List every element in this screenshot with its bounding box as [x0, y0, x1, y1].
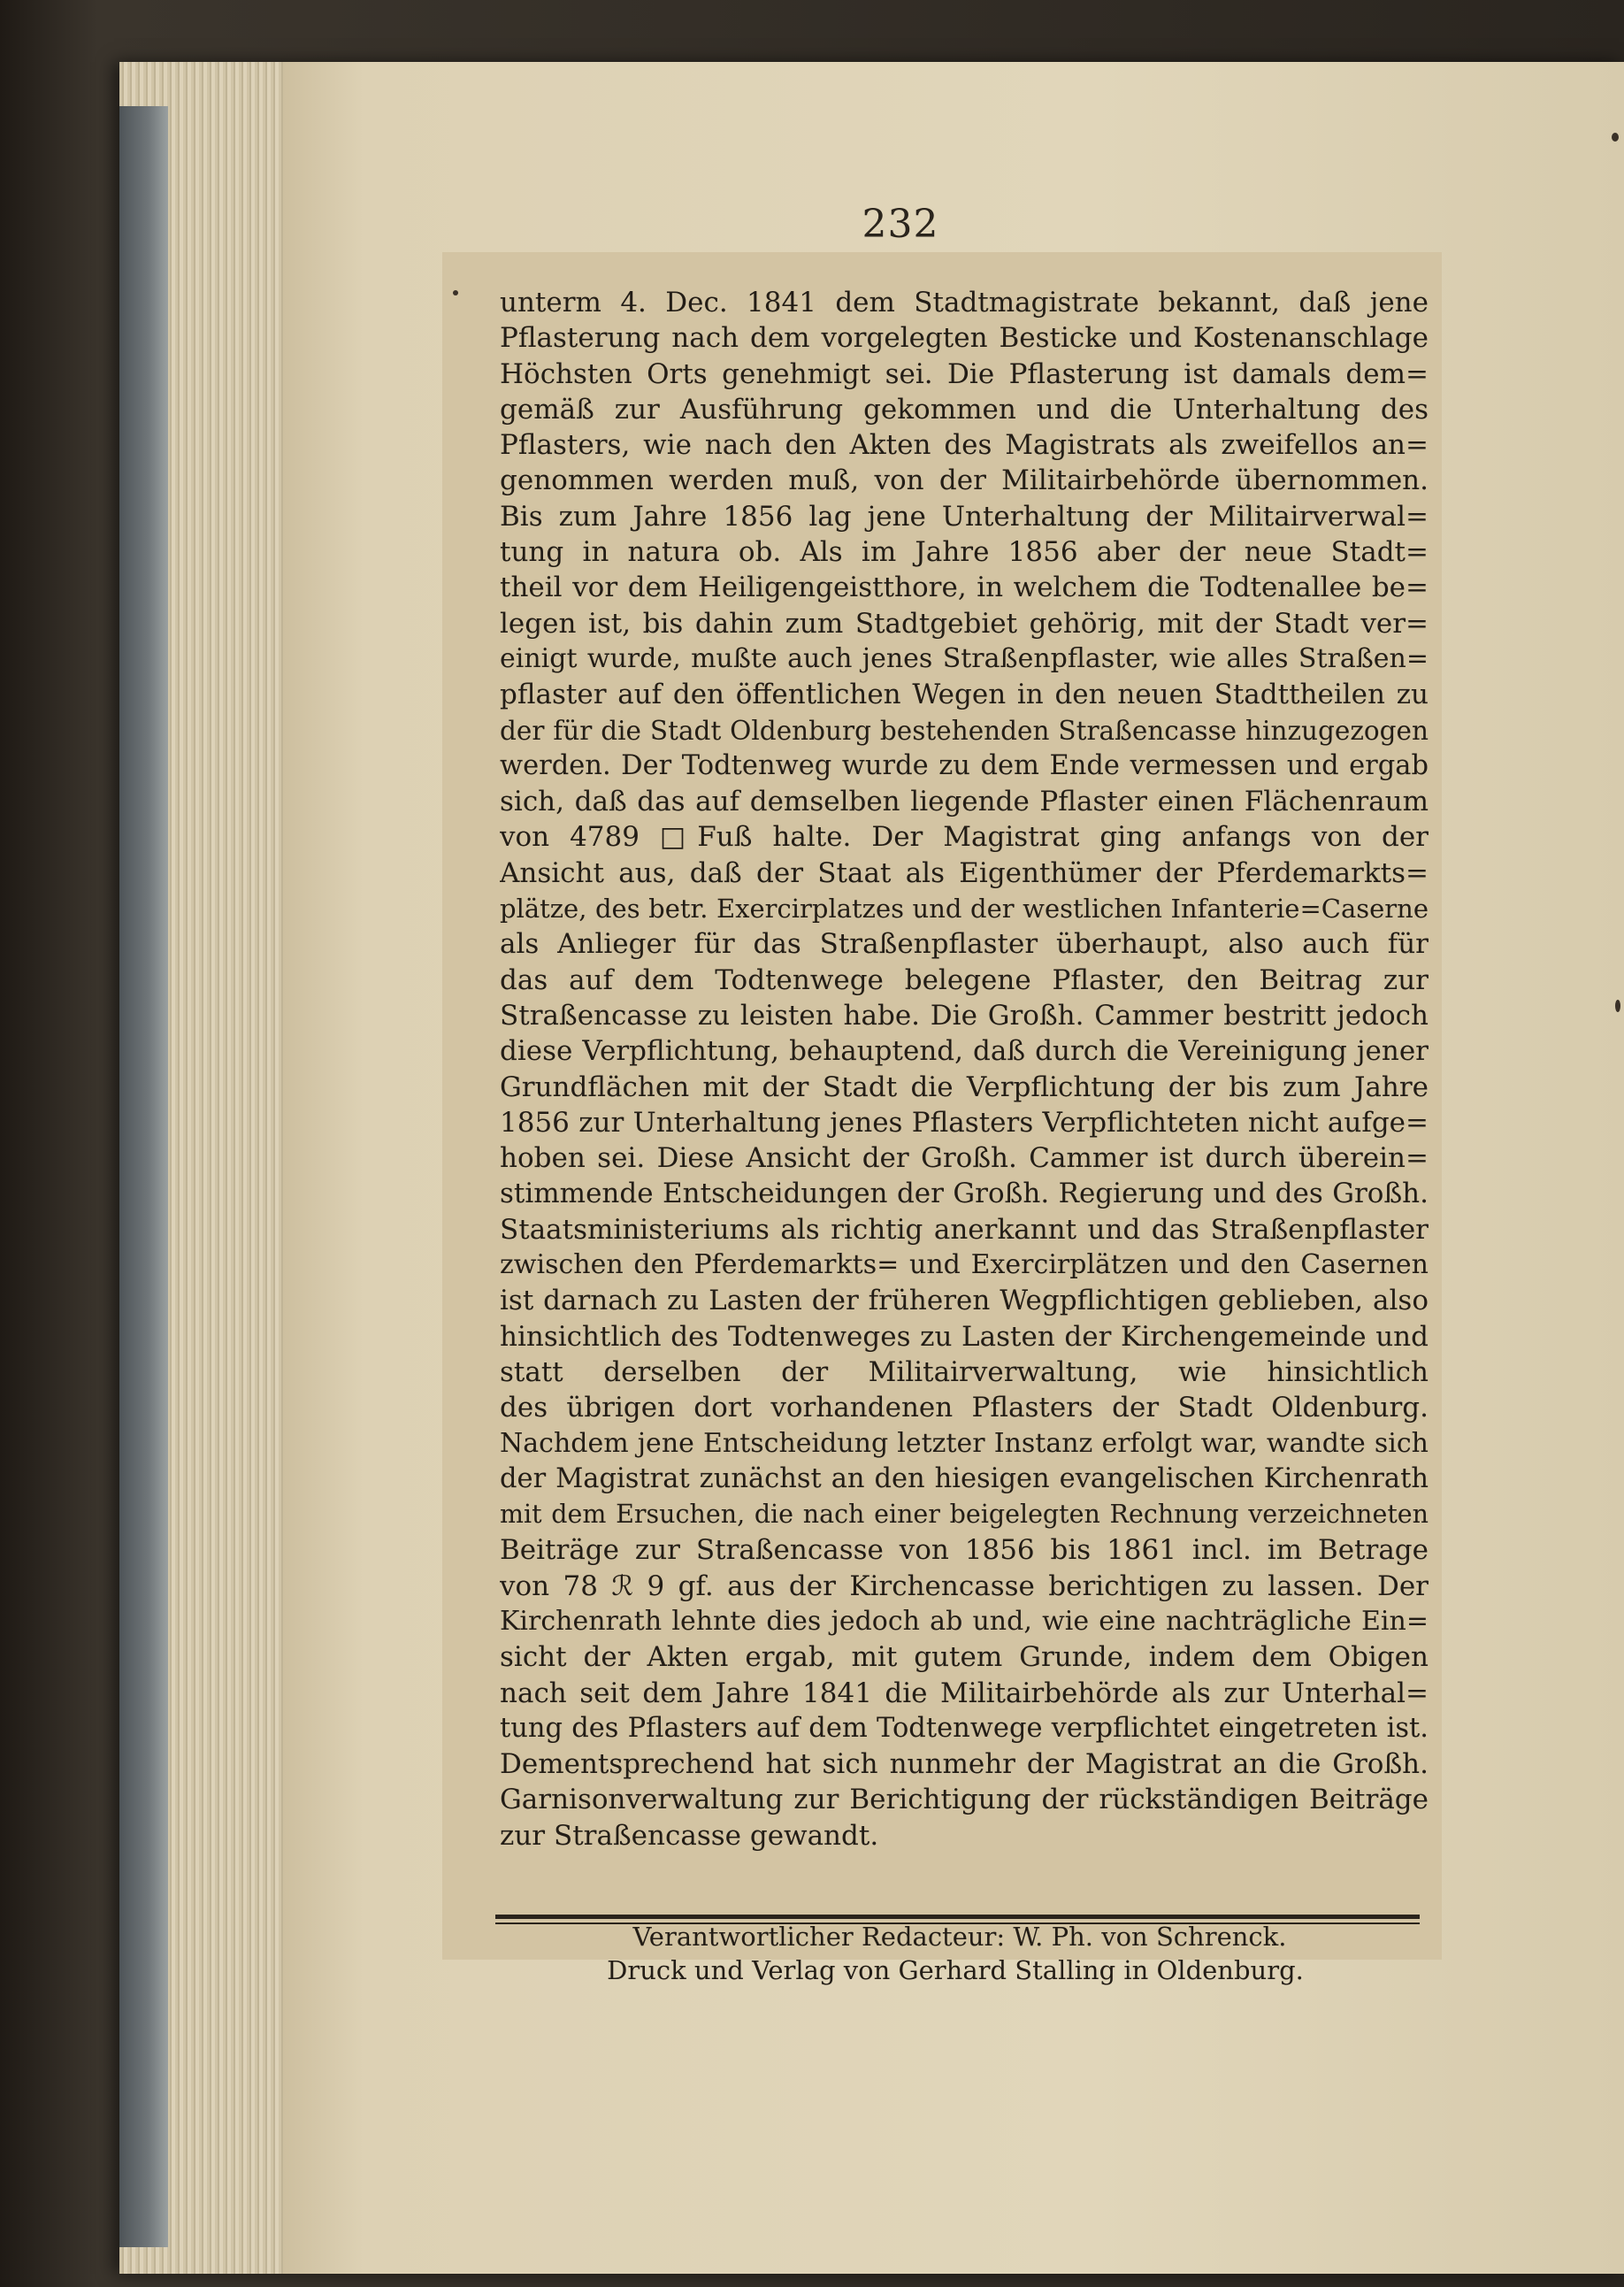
text-line: unterm 4. Dec. 1841 dem Stadtmagistrate bekannt, daß jene [500, 287, 1429, 318]
text-line: mit dem Ersuchen, die nach einer beigelegten Rechnung verzeichneten [500, 1500, 1429, 1530]
text-line: Beiträge zur Straßencasse von 1856 bis 1861 incl. im Betrage [500, 1534, 1429, 1567]
text-line: Kirchenrath lehnte dies jedoch ab und, wie eine nachträgliche Ein= [500, 1605, 1429, 1637]
text-line: sicht der Akten ergab, mit gutem Grunde, indem dem Obigen [500, 1641, 1429, 1674]
text-line: Garnisonverwaltung zur Berichtigung der rückständigen Beiträge [500, 1784, 1429, 1816]
text-line: hoben sei. Diese Ansicht der Großh. Cammer ist durch überein= [500, 1142, 1429, 1175]
text-line: nach seit dem Jahre 1841 die Militairbehörde als zur Unterhal= [500, 1677, 1429, 1709]
text-line: pflaster auf den öffentlichen Wegen in den neuen Stadttheilen zu [500, 679, 1429, 711]
text-line: ist darnach zu Lasten der früheren Wegpflichtigen geblieben, also [500, 1285, 1429, 1317]
text-line: hinsichtlich des Todtenweges zu Lasten der Kirchengemeinde und [500, 1320, 1429, 1353]
text-line: als Anlieger für das Straßenpflaster überhaupt, also auch für [500, 928, 1429, 961]
text-line: zur Straßencasse gewandt. [500, 1819, 879, 1852]
text-line: Pflasterung nach dem vorgelegten Besticke und Kostenanschlage [500, 322, 1429, 355]
paper-speck [1612, 133, 1619, 142]
text-line: einigt wurde, mußte auch jenes Straßenpflaster, wie alles Straßen= [500, 642, 1429, 674]
body-text [500, 285, 1429, 1853]
text-line: des übrigen dort vorhandenen Pflasters der Stadt Oldenburg. [500, 1392, 1429, 1424]
book-cover-edge [119, 106, 168, 2247]
text-line: zwischen den Pferdemarkts= und Exercirplätzen und den Casernen [500, 1249, 1429, 1281]
paper-speck [453, 290, 458, 295]
text-line: von 78 ℛ 9 gf. aus der Kirchencasse berichtigen zu lassen. Der [500, 1569, 1429, 1602]
text-line: tung in natura ob. Als im Jahre 1856 aber der neue Stadt= [500, 536, 1429, 569]
text-line: Höchsten Orts genehmigt sei. Die Pflasterung ist damals dem= [500, 357, 1429, 390]
text-line: diese Verpflichtung, behauptend, daß durch die Vereinigung jener [500, 1035, 1429, 1068]
text-line: tung des Pflasters auf dem Todtenwege verpflichtet eingetreten ist. [500, 1712, 1429, 1744]
text-line: der für die Stadt Oldenburg bestehenden Straßencasse hinzugezogen [500, 715, 1429, 746]
text-line: Pflasters, wie nach den Akten des Magistrats als zweifellos an= [500, 429, 1429, 462]
text-line: gemäß zur Ausführung gekommen und die Unterhaltung des [500, 393, 1429, 426]
text-line: Grundflächen mit der Stadt die Verpflichtung der bis zum Jahre [500, 1071, 1429, 1103]
text-line: das auf dem Todtenwege belegene Pflaster, den Beitrag zur [500, 963, 1429, 996]
text-line: Staatsministeriums als richtig anerkannt und das Straßenpflaster [500, 1213, 1429, 1246]
text-line: theil vor dem Heiligengeistthore, in welchem die Todtenallee be= [500, 572, 1429, 604]
text-line: von 4789 □Fuß halte. Der Magistrat ging anfangs von der [500, 821, 1429, 854]
text-line: der Magistrat zunächst an den hiesigen evangelischen Kirchenrath [500, 1462, 1429, 1494]
page-number: 232 [862, 202, 939, 247]
paper-speck [1615, 1000, 1620, 1012]
text-line: Nachdem jene Entscheidung letzter Instanz erfolgt war, wandte sich [500, 1427, 1429, 1459]
footer-rule-thick [495, 1915, 1420, 1919]
text-line: legen ist, bis dahin zum Stadtgebiet gehörig, mit der Stadt ver= [500, 607, 1429, 640]
text-line: Straßencasse zu leisten habe. Die Großh. Cammer bestritt jedoch [500, 999, 1429, 1032]
text-line: stimmende Entscheidungen der Großh. Regierung und des Großh. [500, 1178, 1429, 1210]
footer-editor: Verantwortlicher Redacteur: W. Ph. von Schrenck. [632, 1922, 1287, 1952]
text-line: plätze, des betr. Exercirplatzes und der westlichen Infanterie=Caserne [500, 894, 1429, 925]
text-line: Bis zum Jahre 1856 lag jene Unterhaltung der Militairverwal= [500, 500, 1429, 533]
text-line: genommen werden muß, von der Militairbehörde übernommen. [500, 464, 1429, 497]
footer-publisher: Druck und Verlag von Gerhard Stalling in Oldenburg. [607, 1955, 1304, 1985]
text-line: statt derselben der Militairverwaltung, wie hinsichtlich [500, 1355, 1429, 1388]
text-line: werden. Der Todtenweg wurde zu dem Ende vermessen und ergab [500, 749, 1429, 781]
text-line: 1856 zur Unterhaltung jenes Pflasters Verpflichteten nicht aufge= [500, 1106, 1429, 1139]
text-line: Ansicht aus, daß der Staat als Eigenthümer der Pferdemarkts= [500, 856, 1429, 889]
text-line: Dementsprechend hat sich nunmehr der Magistrat an die Großh. [500, 1748, 1429, 1781]
text-line: sich, daß das auf demselben liegende Pflaster einen Flächenraum [500, 786, 1429, 818]
